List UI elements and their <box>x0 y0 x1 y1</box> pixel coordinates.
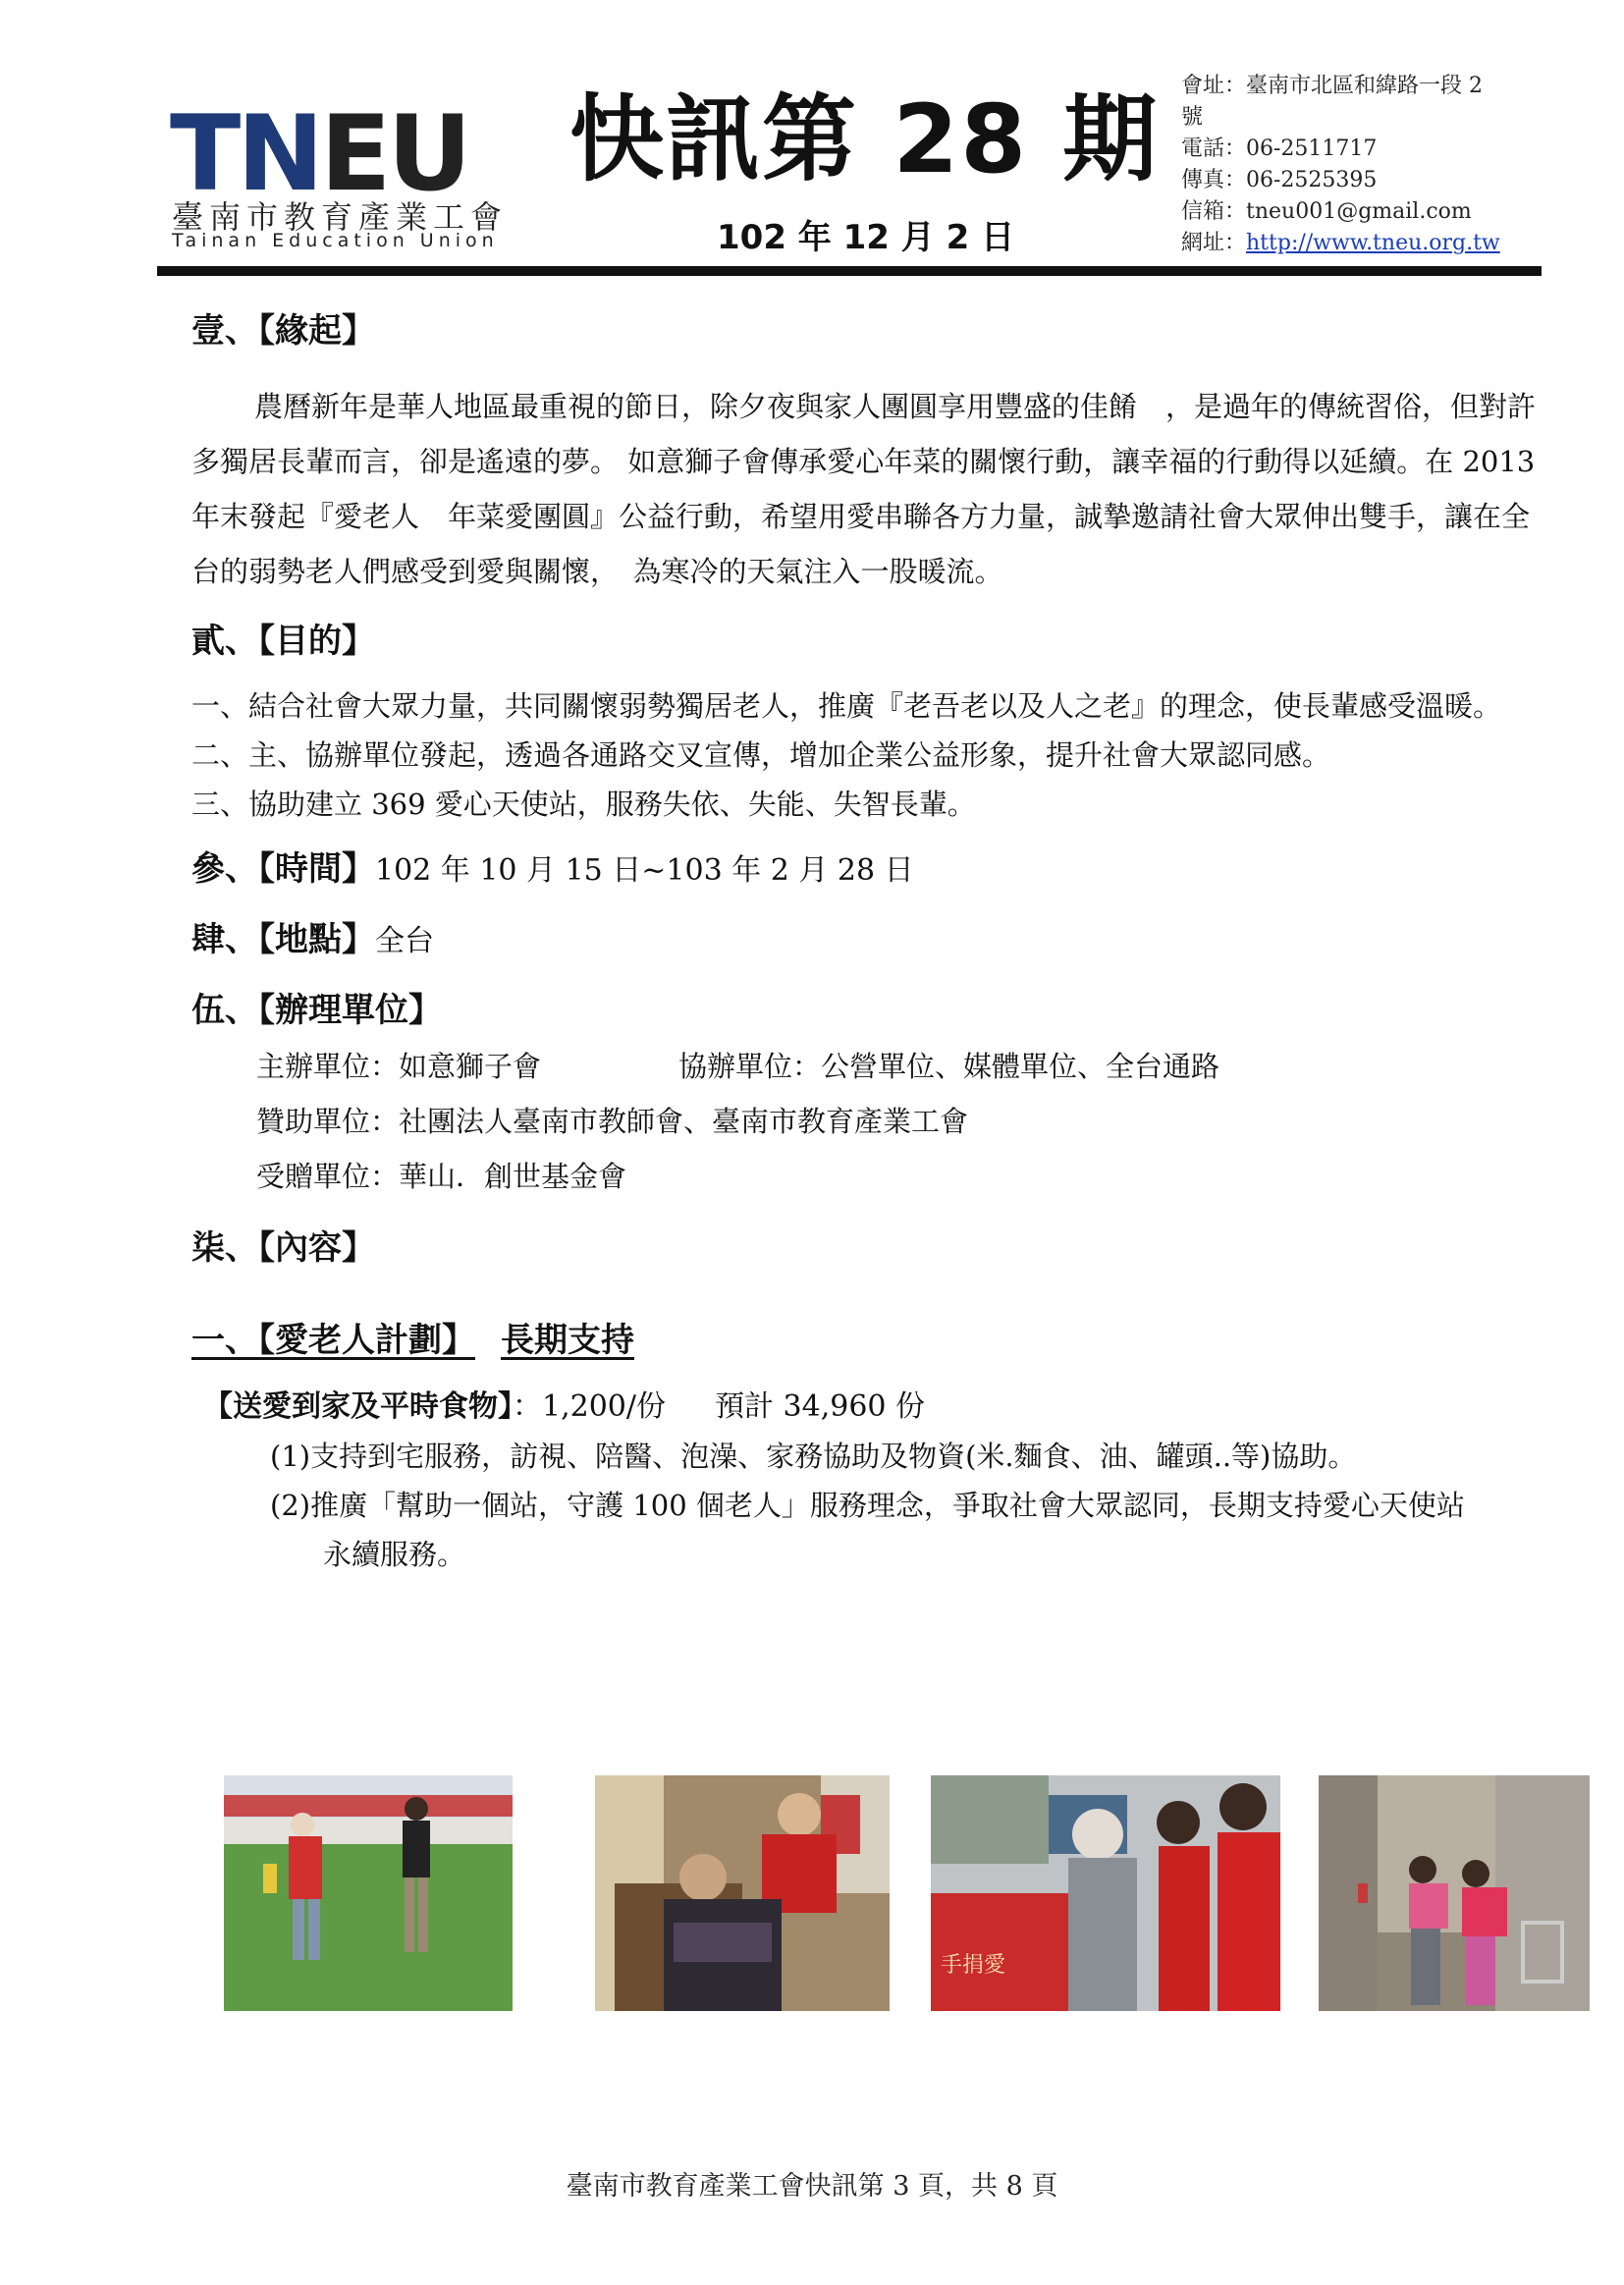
sponsor-unit: 贊助單位：社團法人臺南市教師會、臺南市教育產業工會 <box>256 1105 969 1138</box>
section-origin-title: 壹、【緣起】 <box>191 311 375 351</box>
section-location <box>191 917 1537 964</box>
purpose-item-3: 三、協助建立 369 愛心天使站，服務失依、失能、失智長輩。 <box>191 788 976 821</box>
photo-grass-field <box>224 1775 513 2011</box>
tneu-logo <box>170 93 543 251</box>
plan-title: 一、【愛老人計劃】 <box>191 1321 475 1360</box>
logo-eu: EU <box>320 93 468 214</box>
contact-web-label: 網址： <box>1181 231 1247 255</box>
logo-english-name: Tainan Education Union <box>172 230 499 251</box>
contact-email: 信箱：tneu001@gmail.com <box>1181 199 1472 224</box>
plan-subtitle: 長期支持 <box>501 1321 634 1360</box>
host-unit: 主辦單位：如意獅子會 <box>256 1050 542 1083</box>
issue-title: 快訊第 28 期 <box>569 84 1160 194</box>
recipient-unit: 受贈單位：華山．創世基金會 <box>256 1160 627 1193</box>
delivery-estimate: 預計 34,960 份 <box>715 1389 926 1424</box>
contact-fax: 傳真：06-2525395 <box>1181 168 1378 192</box>
delivery-row <box>203 1383 1537 1432</box>
page-footer: 臺南市教育產業工會快訊第 3 頁，共 8 頁 <box>566 2171 1058 2202</box>
contact-web <box>1181 228 1554 259</box>
section-time <box>191 846 1537 894</box>
purpose-item-2: 二、主、協辦單位發起，透過各通路交叉宣傳，增加企業公益形象，提升社會大眾認同感。 <box>191 738 1331 772</box>
section-origin-body: 農曆新年是華人地區最重視的節日，除夕夜與家人團圓享用豐盛的佳餚 ，是過年的傳統習俗，但對許多獨居長輩而言，卻是遙遠的夢。 如意獅子會傳承愛心年菜的關懷行動，讓幸福的行動得以延續。在 2013 年末發起『愛老人 年菜愛團圓』公益行動，希望用愛串聯各方力量，誠摯邀請社會大眾伸出雙手，讓在全台的弱勢老人們感受到愛與關懷， 為寒冷的天氣注入一股暖流。 <box>191 390 1537 588</box>
delivery-label: 【送愛到家及平時食物】 <box>203 1389 513 1424</box>
organizers-list <box>256 1039 1537 1204</box>
photo-alley-walk <box>1319 1775 1590 2011</box>
plan-heading <box>191 1318 1537 1363</box>
photo-elderly-seated <box>595 1775 890 2011</box>
article-body <box>191 295 1537 1579</box>
photo-volunteers-street <box>931 1775 1280 2011</box>
website-link[interactable]: http://www.tneu.org.tw <box>1246 231 1500 255</box>
section-location-value: 全台 <box>375 924 434 958</box>
svg-text:手捐愛: 手捐愛 <box>941 1953 1006 1978</box>
section-location-title: 肆、【地點】 <box>191 920 375 959</box>
plan-item-2: (2)推廣「幫助一個站，守護 100 個老人」服務理念，爭取社會大眾認同，長期支持愛心天使站 <box>270 1489 1465 1522</box>
contact-address: 會址：臺南市北區和緯路一段 2 <box>1181 74 1483 98</box>
logo-wordmark <box>170 93 468 214</box>
photo-strip <box>0 1775 1624 2011</box>
contact-address-cont: 號 <box>1181 105 1204 130</box>
purpose-item-1: 一、結合社會大眾力量，共同關懷弱勢獨居老人，推廣『老吾老以及人之老』的理念，使長輩感受溫暖。 <box>191 689 1502 723</box>
section-purpose-title: 貳、【目的】 <box>191 622 375 661</box>
section-organizers-title: 伍、【辦理單位】 <box>191 991 442 1030</box>
logo-tn: TN <box>170 93 321 214</box>
organizer-row-1 <box>256 1039 1537 1094</box>
delivery-price: ：1,200/份 <box>513 1389 666 1424</box>
issue-date: 102 年 12 月 2 日 <box>717 218 1015 257</box>
logo-chinese-name: 臺南市教育產業工會 <box>172 198 509 236</box>
contact-phone: 電話：06-2511717 <box>1181 136 1378 161</box>
plan-item-1: (1)支持到宅服務，訪視、陪醫、泡澡、家務協助及物資(米.麵食、油、罐頭..等)協助。 <box>270 1440 1357 1473</box>
contact-block <box>1181 71 1554 259</box>
section-time-value: 102 年 10 月 15 日~103 年 2 月 28 日 <box>375 853 914 888</box>
plan-item-2-continued: 永續服務。 <box>323 1538 466 1571</box>
section-content-title: 柒、【內容】 <box>191 1228 375 1268</box>
section-time-title: 參、【時間】 <box>191 849 375 889</box>
co-host-unit: 協辦單位：公營單位、媒體單位、全台通路 <box>678 1050 1220 1083</box>
header-divider <box>157 266 1542 276</box>
